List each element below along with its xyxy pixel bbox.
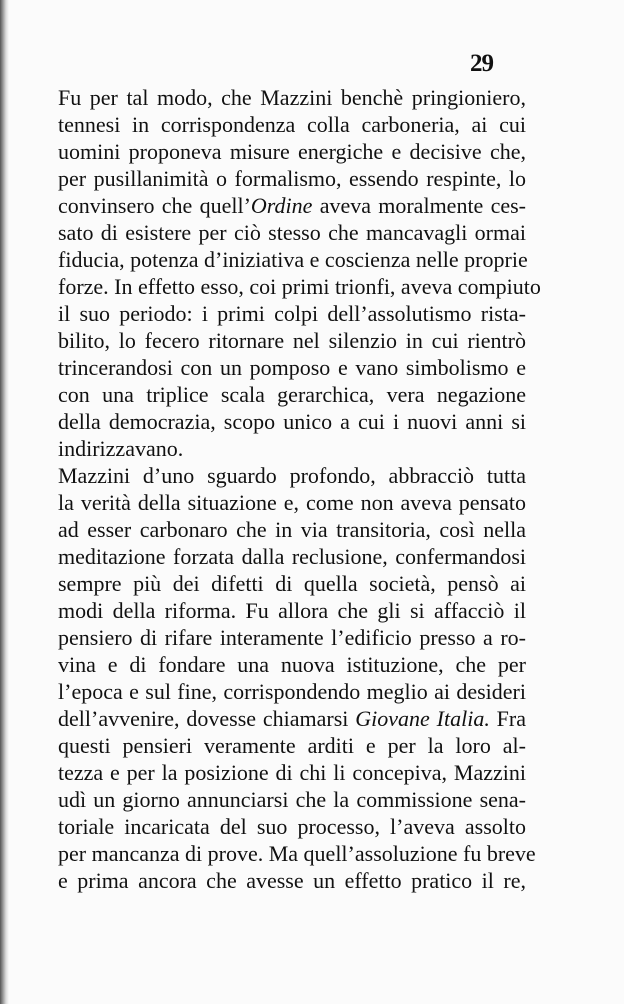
text-line: per mancanza di prove. Ma quell’assoluzione fu breve: [58, 841, 536, 866]
italic-term-ordine: Ordine: [250, 193, 313, 218]
text-line: modi della riforma. Fu allora che gli si affacciò il: [58, 598, 526, 623]
text-line: tezza e per la posizione di chi li concepiva, Mazzini: [58, 760, 526, 785]
page-number: 29: [470, 50, 493, 77]
text-line: tennesi in corrispondenza colla carboneria, ai cui: [58, 112, 526, 137]
text-segment: dell’avvenire, dovesse chiamarsi: [58, 706, 356, 731]
text-segment: Fra: [489, 706, 527, 731]
text-line: l’epoca e sul fine, corrispondendo meglio ai desideri: [58, 679, 526, 704]
text-segment: convinsero che quell’: [58, 193, 251, 218]
text-line: sempre più dei difetti di quella società, pensò ai: [58, 571, 526, 596]
text-line: sato di esistere per ciò stesso che mancavagli ormai: [58, 220, 526, 245]
text-line: pensiero di rifare interamente l’edificio presso a ro-: [58, 625, 526, 650]
italic-term-giovane-italia: Giovane Italia.: [355, 706, 490, 731]
text-line: Mazzini d’uno sguardo profondo, abbracciò tutta: [58, 463, 526, 488]
text-line: per pusillanimità o formalismo, essendo respinte, lo: [58, 166, 526, 191]
text-line: ad esser carbonaro che in via transitoria, così nella: [58, 517, 526, 542]
text-line: della democrazia, scopo unico a cui i nuovi anni si: [58, 409, 526, 434]
text-line: Fu per tal modo, che Mazzini benchè pringioniero,: [58, 85, 526, 110]
text-line: meditazione forzata dalla reclusione, confermandosi: [58, 544, 526, 569]
text-line: la verità della situazione e, come non aveva pensato: [58, 490, 526, 515]
text-line: [58, 705, 526, 732]
text-line: con una triplice scala gerarchica, vera negazione: [58, 382, 526, 407]
text-line: fiducia, potenza d’iniziativa e coscienza nelle proprie: [58, 247, 528, 272]
text-line: forze. In effetto esso, coi primi trionfi, aveva compiuto: [58, 274, 541, 299]
text-line: udì un giorno annunciarsi che la commissione sena-: [58, 787, 526, 812]
text-line: indirizzavano.: [58, 436, 184, 461]
text-line: il suo periodo: i primi colpi dell’assolutismo rista-: [58, 301, 526, 326]
body-text: [58, 84, 541, 894]
text-line: [58, 192, 526, 219]
text-line: trincerandosi con un pomposo e vano simbolismo e: [58, 355, 526, 380]
text-line: uomini proponeva misure energiche e decisive che,: [58, 139, 526, 164]
text-segment: aveva moralmente ces-: [312, 193, 526, 218]
page-edge-shadow: [0, 0, 9, 1004]
text-line: bilito, lo fecero ritornare nel silenzio in cui rientrò: [58, 328, 526, 353]
text-line: toriale incaricata del suo processo, l’aveva assolto: [58, 814, 526, 839]
text-line: questi pensieri veramente arditi e per la loro al-: [58, 733, 526, 758]
text-line: vina e di fondare una nuova istituzione, che per: [58, 652, 526, 677]
text-line: e prima ancora che avesse un effetto pratico il re,: [58, 868, 526, 893]
